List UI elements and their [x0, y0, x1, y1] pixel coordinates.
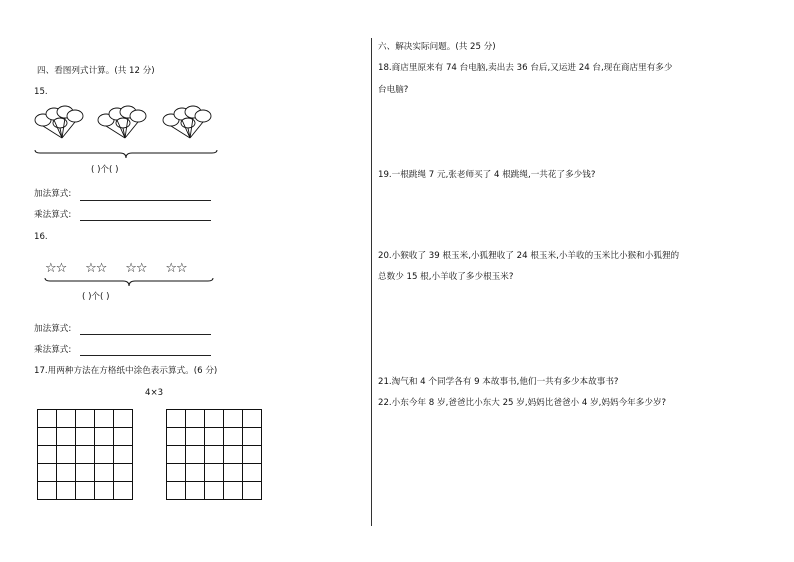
- q16-mul-label: 乘法算式:: [34, 345, 72, 355]
- star-icon: ☆☆: [165, 261, 187, 276]
- star-icon: ☆☆: [85, 261, 107, 276]
- balloon-bunch-icon: [35, 106, 211, 138]
- brace-q16: [44, 277, 214, 287]
- q16-blank-line: ( )个( ): [82, 292, 110, 302]
- q20-line2: 总数少 15 根,小羊收了多少根玉米?: [378, 272, 514, 282]
- q22-text: 22.小东今年 8 岁,爸爸比小东大 25 岁,妈妈比爸爸小 4 岁,妈妈今年多少岁?: [378, 398, 667, 408]
- q21-text: 21.淘气和 4 个同学各有 9 本故事书,他们一共有多少本故事书?: [378, 377, 619, 387]
- q17-expression: 4×3: [145, 388, 164, 398]
- q18-line2: 台电脑?: [378, 85, 409, 95]
- q15-mul-answer-line[interactable]: [80, 220, 211, 221]
- q15-number: 15.: [34, 87, 48, 97]
- grid-left[interactable]: [37, 409, 133, 500]
- section-6-title: 六、解决实际问题。(共 25 分): [378, 42, 496, 52]
- column-divider: [371, 38, 372, 526]
- star-icon: ☆☆: [125, 261, 147, 276]
- star-icon: ☆☆: [45, 261, 67, 276]
- q15-mul-label: 乘法算式:: [34, 210, 72, 220]
- q16-add-answer-line[interactable]: [80, 334, 211, 335]
- q16-mul-answer-line[interactable]: [80, 355, 211, 356]
- q17-text: 17.用两种方法在方格纸中涂色表示算式。(6 分): [34, 366, 218, 376]
- q15-add-label: 加法算式:: [34, 189, 72, 199]
- q20-line1: 20.小猴收了 39 根玉米,小狐狸收了 24 根玉米,小羊收的玉米比小猴和小狐狸的: [378, 251, 680, 261]
- q16-add-label: 加法算式:: [34, 324, 72, 334]
- q19-text: 19.一根跳绳 7 元,张老师买了 4 根跳绳,一共花了多少钱?: [378, 170, 596, 180]
- star-groups: [45, 263, 187, 274]
- section-4-title: 四、看图列式计算。(共 12 分): [37, 66, 155, 76]
- q15-add-answer-line[interactable]: [80, 200, 211, 201]
- q18-line1: 18.商店里原来有 74 台电脑,卖出去 36 台后,又运进 24 台,现在商店里有多少: [378, 63, 673, 73]
- grid-right[interactable]: [166, 409, 262, 500]
- q16-number: 16.: [34, 232, 48, 242]
- brace-q15: [34, 149, 218, 159]
- balloon-bunches: [34, 104, 234, 144]
- q15-blank-line: ( )个( ): [91, 165, 119, 175]
